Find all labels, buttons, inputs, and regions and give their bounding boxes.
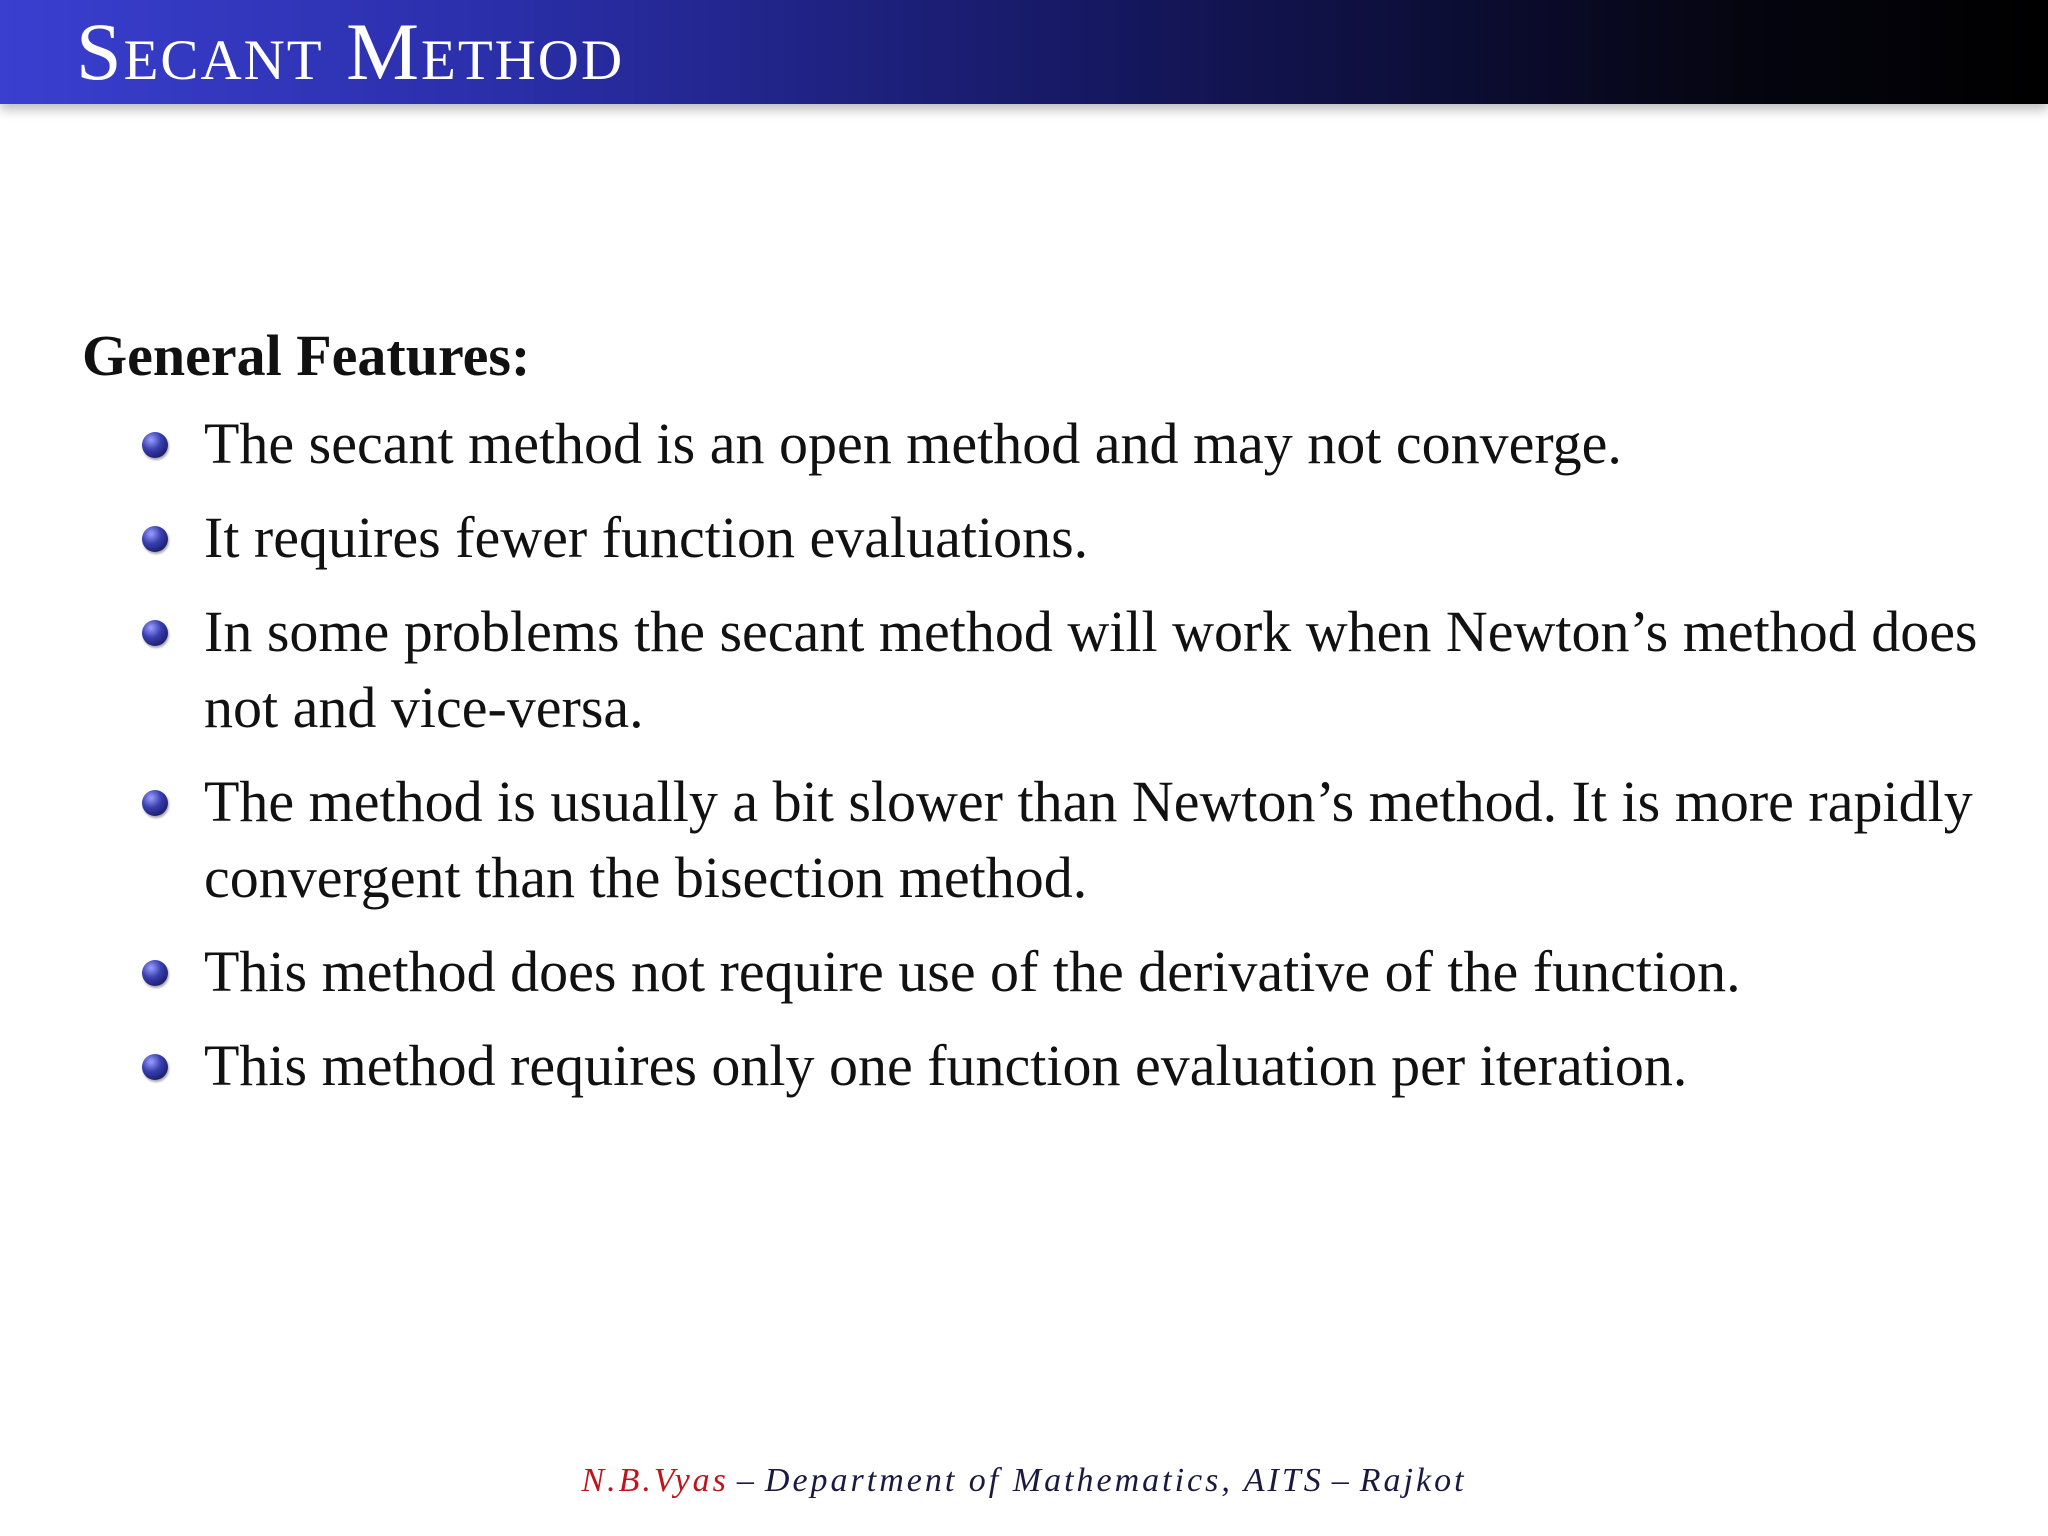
ball-bullet-icon	[142, 620, 168, 646]
list-item	[82, 500, 1982, 576]
ball-bullet-icon	[142, 960, 168, 986]
list-item	[82, 594, 1982, 746]
ball-bullet-icon	[142, 432, 168, 458]
footer-department: Department of Mathematics, AITS	[764, 1462, 1324, 1499]
footer-author: N.B.Vyas	[581, 1462, 729, 1499]
feature-text: This method requires only one function evaluation per iteration.	[204, 1033, 1688, 1098]
ball-bullet-icon	[142, 526, 168, 552]
slide-title: Secant Method	[76, 6, 625, 97]
feature-text: The secant method is an open method and may not converge.	[204, 411, 1622, 476]
footer-separator: –	[1331, 1462, 1352, 1499]
ball-bullet-icon	[142, 790, 168, 816]
list-item	[82, 1028, 1982, 1104]
title-bar	[0, 0, 2048, 104]
list-item	[82, 934, 1982, 1010]
feature-text: In some problems the secant method will work when Newton’s method does not and vice-versa.	[204, 599, 1978, 740]
list-item	[82, 406, 1982, 482]
footer-separator: –	[736, 1462, 757, 1499]
footer-city: Rajkot	[1359, 1462, 1467, 1499]
slide-content	[82, 318, 1982, 1122]
feature-text: It requires fewer function evaluations.	[204, 505, 1089, 570]
footer	[0, 1462, 2048, 1500]
ball-bullet-icon	[142, 1054, 168, 1080]
feature-list	[82, 406, 1982, 1104]
feature-text: This method does not require use of the derivative of the function.	[204, 939, 1741, 1004]
list-item	[82, 764, 1982, 916]
section-heading: General Features:	[82, 323, 531, 388]
feature-text: The method is usually a bit slower than Newton’s method. It is more rapidly convergent than the bisection method.	[204, 769, 1973, 910]
